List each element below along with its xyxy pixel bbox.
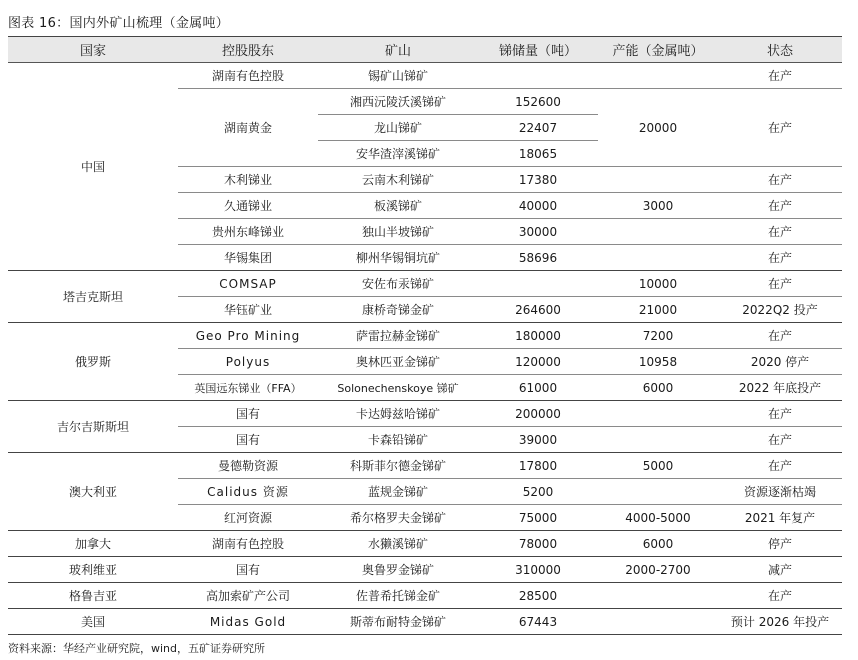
mine-cell: 萨雷拉赫金锑矿 [318, 323, 478, 349]
table-title: 图表 16：国内外矿山梳理（金属吨） [8, 16, 230, 31]
reserve-cell: 264600 [478, 297, 598, 323]
holder-cell: COMSAP [178, 271, 318, 297]
status-cell: 在产 [718, 453, 842, 479]
capacity-cell: 10958 [598, 349, 718, 375]
status-cell: 在产 [718, 89, 842, 167]
country-cell: 澳大利亚 [8, 453, 178, 531]
holder-cell: 国有 [178, 427, 318, 453]
mine-cell: 康桥奇锑金矿 [318, 297, 478, 323]
reserve-cell: 30000 [478, 219, 598, 245]
status-cell: 2020 停产 [718, 349, 842, 375]
holder-cell: 曼德勒资源 [178, 453, 318, 479]
header-capacity: 产能（金属吨） [598, 37, 718, 63]
mine-cell: 锡矿山锑矿 [318, 63, 478, 89]
status-cell: 在产 [718, 323, 842, 349]
header-mine: 矿山 [318, 37, 478, 63]
status-cell: 在产 [718, 219, 842, 245]
reserve-cell: 180000 [478, 323, 598, 349]
holder-cell: Geo Pro Mining [178, 323, 318, 349]
capacity-cell: 20000 [598, 89, 718, 167]
reserve-cell: 310000 [478, 557, 598, 583]
capacity-cell: 6000 [598, 531, 718, 557]
mine-cell: 卡达姆兹哈锑矿 [318, 401, 478, 427]
holder-cell: 国有 [178, 557, 318, 583]
holder-cell: 贵州东峰锑业 [178, 219, 318, 245]
mine-cell: 水獭溪锑矿 [318, 531, 478, 557]
table-row [8, 271, 842, 297]
mine-cell: Solonechenskoye 锑矿 [318, 375, 478, 401]
table-row [8, 401, 842, 427]
reserve-cell: 75000 [478, 505, 598, 531]
mine-cell: 斯蒂布耐特金锑矿 [318, 609, 478, 635]
mine-cell: 安华渣滓溪锑矿 [318, 141, 478, 167]
table-row [8, 63, 842, 89]
table-row [8, 609, 842, 635]
mine-cell: 湘西沅陵沃溪锑矿 [318, 89, 478, 115]
status-cell: 在产 [718, 427, 842, 453]
holder-cell: Midas Gold [178, 609, 318, 635]
source-note: 资料来源：华经产业研究院，wind，五矿证券研究所 [8, 642, 266, 655]
status-cell: 在产 [718, 245, 842, 271]
status-cell: 2021 年复产 [718, 505, 842, 531]
reserve-cell: 200000 [478, 401, 598, 427]
reserve-cell [478, 63, 598, 89]
capacity-cell [598, 401, 718, 427]
reserve-cell: 67443 [478, 609, 598, 635]
status-cell: 2022Q2 投产 [718, 297, 842, 323]
table-row [8, 323, 842, 349]
capacity-cell: 2000-2700 [598, 557, 718, 583]
mine-cell: 安佐布汞锑矿 [318, 271, 478, 297]
holder-cell: 木利锑业 [178, 167, 318, 193]
reserve-cell: 28500 [478, 583, 598, 609]
reserve-cell: 40000 [478, 193, 598, 219]
holder-cell: 湖南有色控股 [178, 531, 318, 557]
header-holder: 控股股东 [178, 37, 318, 63]
mine-cell: 佐普希托锑金矿 [318, 583, 478, 609]
mine-cell: 云南木利锑矿 [318, 167, 478, 193]
reserve-cell: 78000 [478, 531, 598, 557]
country-cell: 加拿大 [8, 531, 178, 557]
capacity-cell [598, 245, 718, 271]
reserve-cell: 152600 [478, 89, 598, 115]
status-cell: 资源逐渐枯竭 [718, 479, 842, 505]
mine-cell: 科斯菲尔德金锑矿 [318, 453, 478, 479]
status-cell: 在产 [718, 401, 842, 427]
holder-cell: 高加索矿产公司 [178, 583, 318, 609]
reserve-cell: 120000 [478, 349, 598, 375]
mine-cell: 柳州华锡铜坑矿 [318, 245, 478, 271]
reserve-cell: 39000 [478, 427, 598, 453]
reserve-cell: 5200 [478, 479, 598, 505]
country-cell: 俄罗斯 [8, 323, 178, 401]
status-cell: 在产 [718, 167, 842, 193]
status-cell: 2022 年底投产 [718, 375, 842, 401]
header-row [8, 37, 842, 63]
status-cell: 在产 [718, 193, 842, 219]
mine-cell: 板溪锑矿 [318, 193, 478, 219]
holder-cell: 红河资源 [178, 505, 318, 531]
capacity-cell [598, 219, 718, 245]
reserve-cell: 22407 [478, 115, 598, 141]
holder-cell: 华锡集团 [178, 245, 318, 271]
holder-cell: 湖南黄金 [178, 89, 318, 167]
capacity-cell: 4000-5000 [598, 505, 718, 531]
reserve-cell [478, 271, 598, 297]
mine-cell: 龙山锑矿 [318, 115, 478, 141]
reserve-cell: 17380 [478, 167, 598, 193]
capacity-cell [598, 609, 718, 635]
mine-cell: 奥林匹亚金锑矿 [318, 349, 478, 375]
capacity-cell: 3000 [598, 193, 718, 219]
holder-cell: 湖南有色控股 [178, 63, 318, 89]
country-cell: 玻利维亚 [8, 557, 178, 583]
table-row [8, 557, 842, 583]
capacity-cell [598, 167, 718, 193]
status-cell: 停产 [718, 531, 842, 557]
reserve-cell: 58696 [478, 245, 598, 271]
table-row [8, 583, 842, 609]
header-country: 国家 [8, 37, 178, 63]
header-status: 状态 [718, 37, 842, 63]
mine-cell: 蓝规金锑矿 [318, 479, 478, 505]
holder-cell: 国有 [178, 401, 318, 427]
status-cell: 在产 [718, 583, 842, 609]
country-cell: 塔吉克斯坦 [8, 271, 178, 323]
table-row [8, 453, 842, 479]
capacity-cell [598, 583, 718, 609]
mine-cell: 奥鲁罗金锑矿 [318, 557, 478, 583]
holder-cell: 华钰矿业 [178, 297, 318, 323]
header-reserve: 锑储量（吨） [478, 37, 598, 63]
mines-table [8, 36, 842, 635]
reserve-cell: 17800 [478, 453, 598, 479]
status-cell: 在产 [718, 63, 842, 89]
holder-cell: Polyus [178, 349, 318, 375]
mine-cell: 希尔格罗夫金锑矿 [318, 505, 478, 531]
capacity-cell [598, 479, 718, 505]
capacity-cell: 10000 [598, 271, 718, 297]
holder-cell: 英国远东锑业（FFA） [178, 375, 318, 401]
status-cell: 在产 [718, 271, 842, 297]
table-row [8, 531, 842, 557]
reserve-cell: 18065 [478, 141, 598, 167]
mine-cell: 独山半坡锑矿 [318, 219, 478, 245]
status-cell: 减产 [718, 557, 842, 583]
holder-cell: 久通锑业 [178, 193, 318, 219]
capacity-cell: 21000 [598, 297, 718, 323]
country-cell: 吉尔吉斯斯坦 [8, 401, 178, 453]
reserve-cell: 61000 [478, 375, 598, 401]
capacity-cell: 5000 [598, 453, 718, 479]
country-cell: 美国 [8, 609, 178, 635]
capacity-cell [598, 427, 718, 453]
country-cell: 中国 [8, 63, 178, 271]
capacity-cell [598, 63, 718, 89]
holder-cell: Calidus 资源 [178, 479, 318, 505]
status-cell: 预计 2026 年投产 [718, 609, 842, 635]
capacity-cell: 7200 [598, 323, 718, 349]
capacity-cell: 6000 [598, 375, 718, 401]
mine-cell: 卡森铅锑矿 [318, 427, 478, 453]
country-cell: 格鲁吉亚 [8, 583, 178, 609]
